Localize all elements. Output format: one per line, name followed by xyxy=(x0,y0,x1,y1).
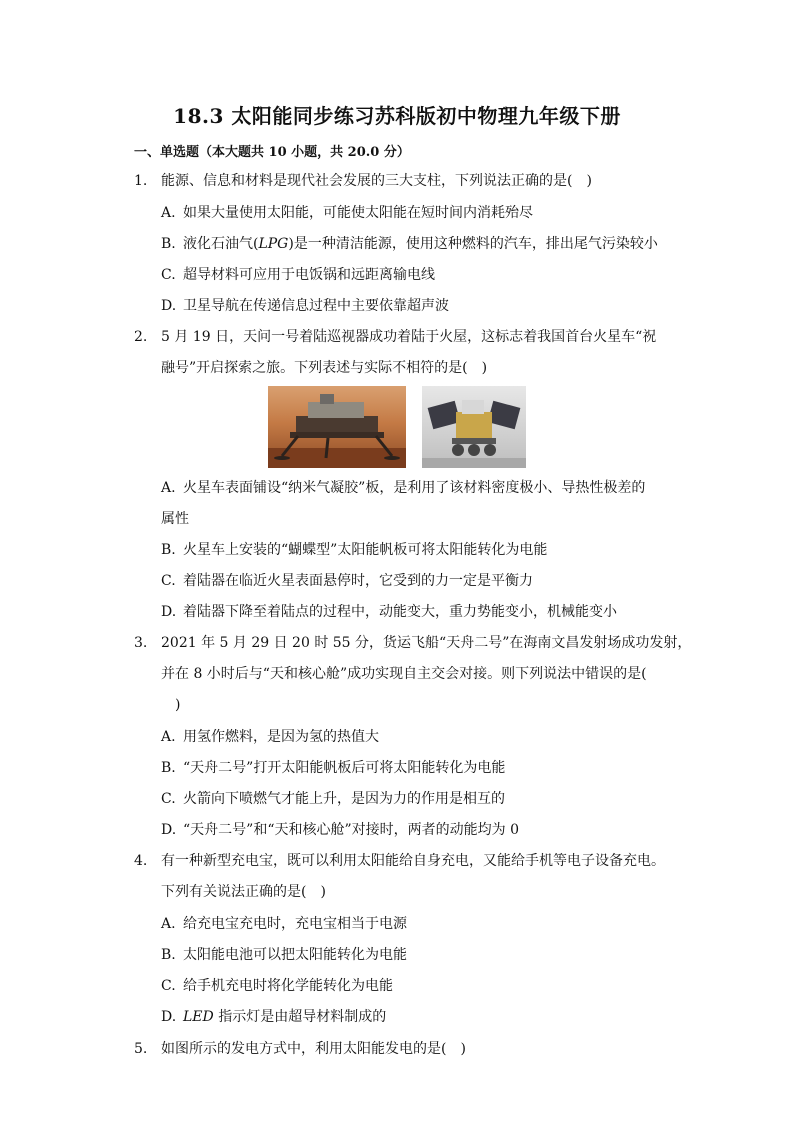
question-number: 4. xyxy=(134,853,148,869)
mars-lander-photo xyxy=(268,386,406,468)
question-number: 3. xyxy=(134,635,148,651)
option-4a: A. 给充电宝充电时，充电宝相当于电源 xyxy=(161,916,407,932)
option-4c: C. 给手机充电时将化学能转化为电能 xyxy=(161,978,393,994)
option-3d: D. “天舟二号”和“天和核心舱”对接时，两者的动能均为 0 xyxy=(161,822,519,838)
question-number: 5. xyxy=(134,1041,148,1057)
option-3a: A. 用氢作燃料，是因为氢的热值大 xyxy=(161,729,379,745)
option-1d: D. 卫星导航在传递信息过程中主要依靠超声波 xyxy=(161,298,449,314)
option-3c: C. 火箭向下喷燃气才能上升，是因为力的作用是相互的 xyxy=(161,791,505,807)
option-3b: B. “天舟二号”打开太阳能帆板后可将太阳能转化为电能 xyxy=(161,760,506,776)
option-2d: D. 着陆器下降至着陆点的过程中，动能变大，重力势能变小，机械能变小 xyxy=(161,604,617,620)
question-number: 2. xyxy=(134,329,148,345)
option-2c: C. 着陆器在临近火星表面悬停时，它受到的力一定是平衡力 xyxy=(161,573,533,589)
question-stem-line: ) xyxy=(161,697,181,713)
option-1b: B. 液化石油气(LPG)是一种清洁能源，使用这种燃料的汽车，排出尾气污染较小 xyxy=(161,236,658,252)
option-1c: C. 超导材料可应用于电饭锅和远距离输电线 xyxy=(161,267,435,283)
question-stem-line: 并在 8 小时后与“天和核心舱”成功实现自主交会对接。则下列说法中错误的是( xyxy=(161,666,647,682)
mars-lander-illustration xyxy=(268,386,406,468)
question-stem-line: 能源、信息和材料是现代社会发展的三大支柱，下列说法正确的是( ) xyxy=(161,173,592,189)
question-stem-line: 2021 年 5 月 29 日 20 时 55 分，货运飞船“天舟二号”在海南文昌发射场成功发射， xyxy=(161,635,692,651)
option-4b: B. 太阳能电池可以把太阳能转化为电能 xyxy=(161,947,407,963)
question-stem-line: 下列有关说法正确的是( ) xyxy=(161,884,326,900)
page-title: 18.3 太阳能同步练习苏科版初中物理九年级下册 xyxy=(173,104,621,128)
question-number: 1. xyxy=(134,173,148,189)
option-2a: A. 火星车表面铺设“纳米气凝胶”板，是利用了该材料密度极小、导热性极差的 xyxy=(161,480,646,496)
option-2a-continued: 属性 xyxy=(161,511,189,527)
question-2-figures xyxy=(268,386,528,470)
question-stem-line: 5 月 19 日，天问一号着陆巡视器成功着陆于火屋，这标志着我国首台火星车“祝 xyxy=(161,329,657,345)
rover-illustration xyxy=(422,386,526,468)
question-stem-line: 融号”开启探索之旅。下列表述与实际不相符的是( ) xyxy=(161,360,488,376)
rover-photo xyxy=(422,386,526,468)
option-2b: B. 火星车上安装的“蝴蝶型”太阳能帆板可将太阳能转化为电能 xyxy=(161,542,548,558)
question-stem-line: 如图所示的发电方式中，利用太阳能发电的是( ) xyxy=(161,1041,466,1057)
question-stem-line: 有一种新型充电宝，既可以利用太阳能给自身充电，又能给手机等电子设备充电。 xyxy=(161,853,665,869)
option-4d: D. LED 指示灯是由超导材料制成的 xyxy=(161,1009,387,1025)
section-heading: 一、单选题（本大题共 10 小题，共 20.0 分） xyxy=(134,145,410,160)
option-1a: A. 如果大量使用太阳能，可能使太阳能在短时间内消耗殆尽 xyxy=(161,205,533,221)
